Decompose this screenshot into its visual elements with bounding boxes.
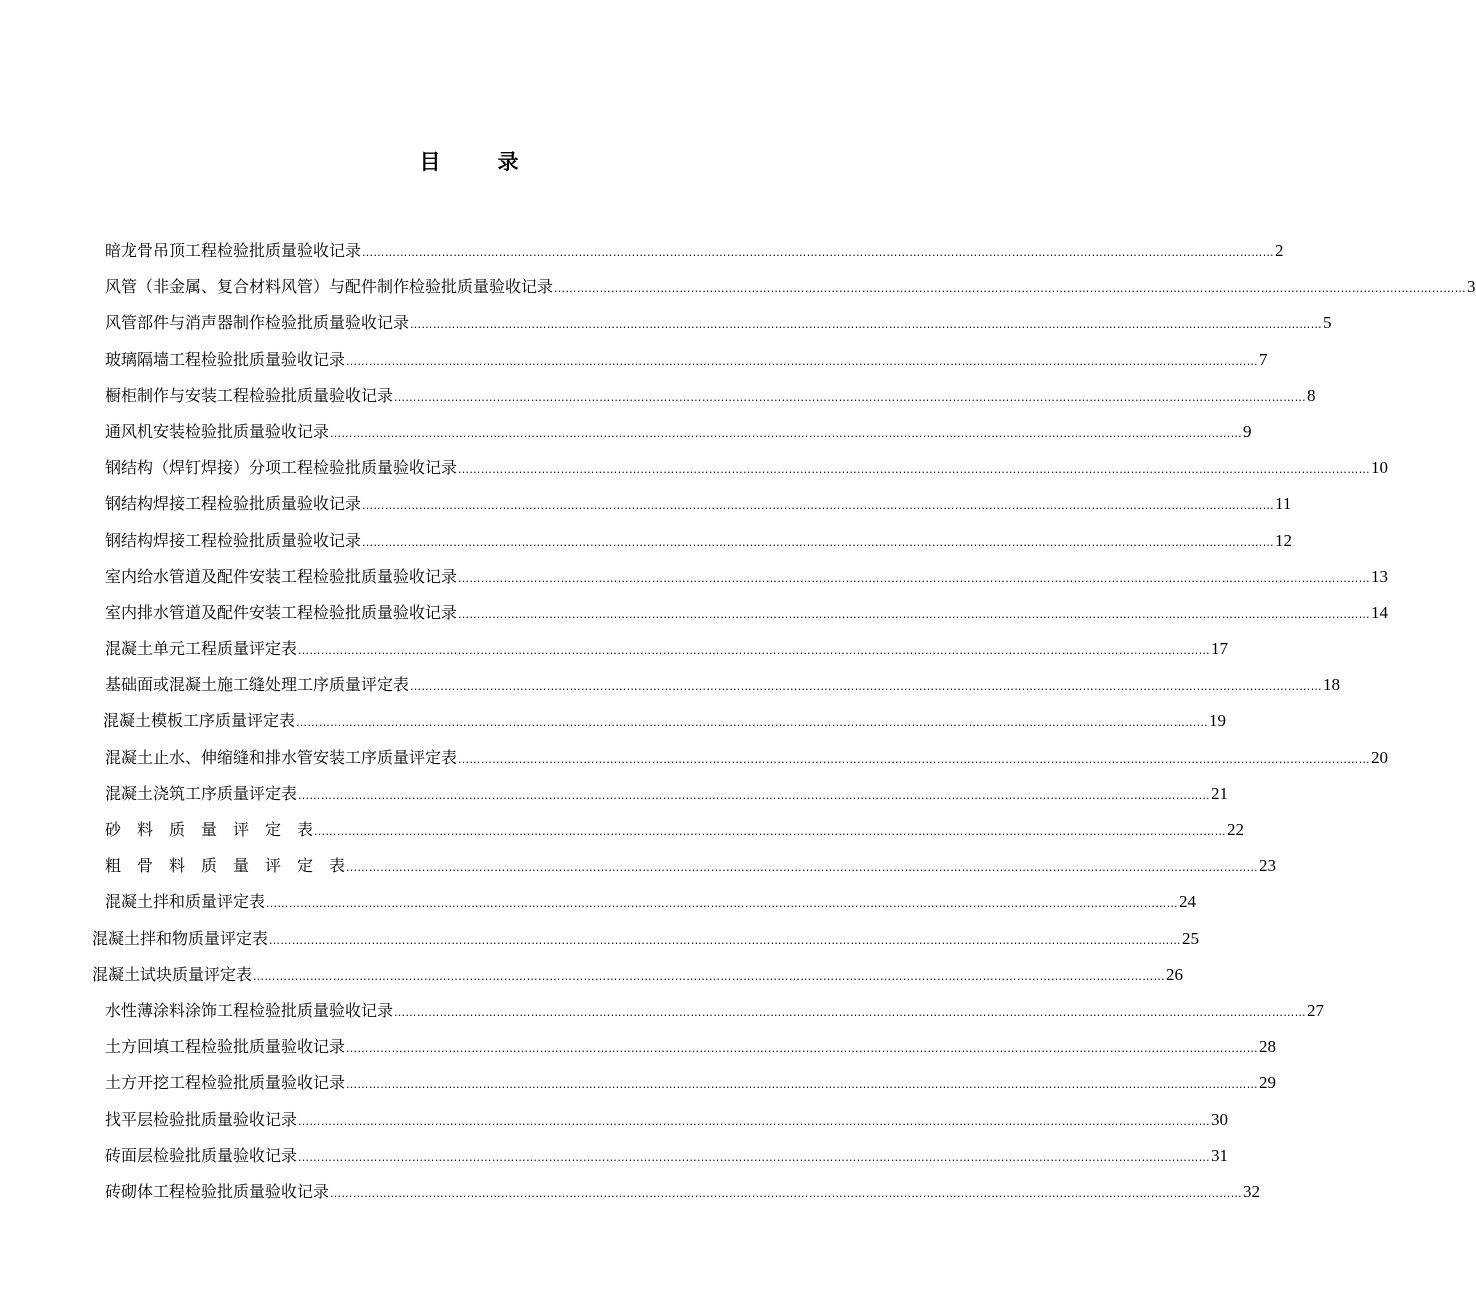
toc-entry-link[interactable]	[105, 342, 1268, 380]
toc-entry-link[interactable]	[103, 703, 1227, 741]
toc-entry	[0, 595, 1389, 631]
toc-dot-leader: ……………………………………………………………………………………………………………………………………………………………………………………………………………………	[253, 969, 1166, 983]
toc-page-number: 32	[1243, 1181, 1261, 1201]
toc-entry-title: 通风机安装检验批质量验收记录	[105, 421, 330, 441]
toc-dot-leader: ……………………………………………………………………………………………………………………………………………………………………………………………………………………	[296, 716, 1209, 730]
toc-page-number: 10	[1371, 458, 1389, 478]
toc-entry-title: 暗龙骨吊顶工程检验批质量验收记录	[105, 241, 362, 260]
toc-entry-link[interactable]	[105, 450, 1389, 488]
toc-dot-leader: ……………………………………………………………………………………………………………………………………………………………………………………………………………………	[346, 861, 1259, 875]
toc-entry	[0, 667, 1341, 703]
toc-page-number: 9	[1243, 421, 1252, 441]
toc-page-number: 22	[1227, 820, 1245, 839]
toc-page-number: 7	[1259, 349, 1268, 369]
toc-dot-leader: ……………………………………………………………………………………………………………………………………………………………………………………………………………………	[298, 644, 1211, 658]
toc-entry	[0, 740, 1389, 776]
toc-entry-link[interactable]	[105, 993, 1325, 1031]
toc-dot-leader: ……………………………………………………………………………………………………………………………………………………………………………………………………………………	[330, 1186, 1243, 1200]
toc-dot-leader: ……………………………………………………………………………………………………………………………………………………………………………………………………………………	[330, 426, 1243, 440]
toc-entry-title: 橱柜制作与安装工程检验批质量验收记录	[105, 385, 394, 405]
toc-entry	[0, 631, 1229, 667]
toc-entry-title: 基础面或混凝土施工缝处理工序质量评定表	[105, 675, 410, 695]
toc-entry-title: 混凝土单元工程质量评定表	[105, 639, 298, 659]
toc-entry-link[interactable]	[105, 667, 1341, 705]
toc-entry-link[interactable]	[105, 378, 1316, 416]
toc-page-number: 5	[1323, 313, 1332, 333]
toc-dot-leader: ……………………………………………………………………………………………………………………………………………………………………………………………………………………	[394, 1005, 1307, 1019]
toc-page-number: 14	[1371, 602, 1389, 622]
toc-entry	[0, 450, 1389, 486]
toc-page-number: 18	[1323, 675, 1341, 695]
toc-entry-link[interactable]	[105, 486, 1292, 524]
toc-entry-title: 玻璃隔墙工程检验批质量验收记录	[105, 349, 346, 369]
toc-dot-leader: ……………………………………………………………………………………………………………………………………………………………………………………………………………………	[458, 752, 1371, 766]
table-of-contents	[0, 233, 1476, 1210]
toc-page-number: 26	[1166, 964, 1184, 984]
toc-dot-leader: ……………………………………………………………………………………………………………………………………………………………………………………………………………………	[314, 825, 1227, 838]
toc-entry	[0, 559, 1389, 595]
toc-title: 目 录	[419, 149, 537, 174]
toc-entry	[0, 957, 1184, 993]
toc-dot-leader: ……………………………………………………………………………………………………………………………………………………………………………………………………………………	[298, 1150, 1211, 1164]
toc-entry-link[interactable]	[105, 1138, 1229, 1176]
toc-entry	[0, 993, 1325, 1029]
toc-entry-link[interactable]	[105, 848, 1277, 886]
toc-entry-title: 混凝土试块质量评定表	[92, 964, 253, 984]
toc-dot-leader: ……………………………………………………………………………………………………………………………………………………………………………………………………………………	[269, 933, 1182, 947]
toc-entry-link[interactable]	[105, 1029, 1277, 1067]
toc-entry	[0, 523, 1293, 559]
toc-entry-link[interactable]	[105, 884, 1197, 922]
toc-entry-link[interactable]	[105, 305, 1332, 343]
toc-entry	[0, 921, 1200, 957]
toc-dot-leader: ……………………………………………………………………………………………………………………………………………………………………………………………………………………	[458, 607, 1371, 621]
toc-dot-leader: ……………………………………………………………………………………………………………………………………………………………………………………………………………………	[410, 318, 1323, 332]
toc-entry	[0, 378, 1316, 414]
toc-dot-leader: ……………………………………………………………………………………………………………………………………………………………………………………………………………………	[554, 282, 1467, 296]
toc-entry-title: 钢结构（焊钉焊接）分项工程检验批质量验收记录	[105, 458, 458, 478]
toc-page-number: 28	[1259, 1037, 1277, 1057]
toc-entry-title: 风管部件与消声器制作检验批质量验收记录	[105, 313, 410, 333]
toc-entry-title: 风管（非金属、复合材料风管）与配件制作检验批质量验收记录	[105, 277, 554, 297]
toc-dot-leader: ……………………………………………………………………………………………………………………………………………………………………………………………………………………	[298, 788, 1211, 802]
toc-page-number: 13	[1371, 566, 1389, 586]
toc-entry	[0, 812, 1245, 848]
toc-entry	[0, 414, 1252, 450]
toc-dot-leader: ……………………………………………………………………………………………………………………………………………………………………………………………………………………	[346, 354, 1259, 368]
toc-entry-title: 砖砌体工程检验批质量验收记录	[105, 1181, 330, 1201]
toc-dot-leader: ……………………………………………………………………………………………………………………………………………………………………………………………………………………	[298, 1114, 1211, 1128]
toc-page-number: 20	[1371, 747, 1389, 767]
toc-entry-link[interactable]	[105, 1065, 1277, 1103]
toc-dot-leader: ……………………………………………………………………………………………………………………………………………………………………………………………………………………	[266, 897, 1179, 911]
toc-entry	[0, 1065, 1277, 1101]
toc-page-number: 3	[1467, 277, 1476, 297]
toc-entry-title: 土方开挖工程检验批质量验收记录	[105, 1073, 346, 1093]
toc-entry	[0, 486, 1292, 522]
toc-entry-title: 水性薄涂料涂饰工程检验批质量验收记录	[105, 1000, 394, 1020]
toc-dot-leader: ……………………………………………………………………………………………………………………………………………………………………………………………………………………	[458, 571, 1371, 585]
toc-page-number: 21	[1211, 783, 1229, 803]
toc-page-number: 30	[1211, 1109, 1229, 1129]
toc-entry	[0, 776, 1229, 812]
toc-page-number: 25	[1182, 928, 1200, 948]
toc-entry	[0, 1174, 1261, 1210]
toc-entry-link[interactable]	[105, 559, 1389, 597]
toc-page-number: 17	[1211, 639, 1229, 659]
toc-entry	[0, 1029, 1277, 1065]
toc-page-number: 29	[1259, 1073, 1277, 1093]
toc-entry-link[interactable]	[105, 523, 1293, 561]
toc-entry	[0, 233, 1284, 269]
toc-entry-link[interactable]	[105, 740, 1389, 778]
toc-page-number: 23	[1259, 856, 1277, 876]
toc-entry-title: 找平层检验批质量验收记录	[105, 1109, 298, 1129]
toc-entry-title: 室内给水管道及配件安装工程检验批质量验收记录	[105, 566, 458, 586]
toc-entry-title: 室内排水管道及配件安装工程检验批质量验收记录	[105, 602, 458, 622]
toc-entry-link[interactable]	[92, 921, 1200, 959]
toc-dot-leader: ……………………………………………………………………………………………………………………………………………………………………………………………………………………	[346, 1078, 1259, 1092]
toc-entry-title: 土方回填工程检验批质量验收记录	[105, 1037, 346, 1057]
toc-entry	[0, 848, 1277, 884]
toc-entry-title: 混凝土模板工序质量评定表	[103, 711, 296, 731]
toc-entry	[0, 269, 1476, 305]
toc-entry-title: 砖面层检验批质量验收记录	[105, 1145, 298, 1165]
toc-entry	[0, 1138, 1229, 1174]
toc-entry-link[interactable]	[105, 595, 1389, 633]
toc-entry	[0, 342, 1268, 378]
toc-entry-title: 粗 骨 料 质 量 评 定 表	[105, 856, 346, 876]
toc-entry-link[interactable]	[92, 957, 1184, 995]
toc-entry-title: 混凝土浇筑工序质量评定表	[105, 783, 298, 803]
toc-page-number: 27	[1307, 1000, 1325, 1020]
toc-entry-title: 钢结构焊接工程检验批质量验收记录	[105, 530, 362, 550]
toc-dot-leader: ……………………………………………………………………………………………………………………………………………………………………………………………………………………	[362, 499, 1275, 513]
toc-entry-title: 混凝土拌和质量评定表	[105, 892, 266, 912]
toc-entry-link[interactable]	[105, 1174, 1261, 1212]
toc-entry-link[interactable]	[105, 269, 1476, 307]
toc-entry-link[interactable]	[105, 233, 1284, 271]
toc-entry-link[interactable]	[105, 631, 1229, 669]
toc-entry-link[interactable]	[105, 812, 1245, 850]
toc-entry-title: 混凝土止水、伸缩缝和排水管安装工序质量评定表	[105, 747, 458, 767]
toc-entry	[0, 703, 1227, 739]
toc-dot-leader: ……………………………………………………………………………………………………………………………………………………………………………………………………………………	[346, 1042, 1259, 1056]
toc-dot-leader: ……………………………………………………………………………………………………………………………………………………………………………………………………………………	[458, 463, 1371, 477]
toc-page-number: 2	[1275, 241, 1284, 260]
toc-entry-link[interactable]	[105, 776, 1229, 814]
toc-dot-leader: ……………………………………………………………………………………………………………………………………………………………………………………………………………………	[362, 246, 1275, 259]
toc-page-number: 12	[1275, 530, 1293, 550]
toc-entry	[0, 884, 1197, 920]
toc-dot-leader: ……………………………………………………………………………………………………………………………………………………………………………………………………………………	[410, 680, 1323, 694]
toc-page-number: 19	[1209, 711, 1227, 731]
toc-entry-link[interactable]	[105, 1102, 1229, 1140]
toc-page-number: 11	[1275, 494, 1292, 514]
toc-entry	[0, 305, 1332, 341]
toc-entry-title: 钢结构焊接工程检验批质量验收记录	[105, 494, 362, 514]
toc-dot-leader: ……………………………………………………………………………………………………………………………………………………………………………………………………………………	[394, 390, 1307, 404]
toc-page-number: 31	[1211, 1145, 1229, 1165]
toc-entry-title: 混凝土拌和物质量评定表	[92, 928, 269, 948]
toc-entry-link[interactable]	[105, 414, 1252, 452]
toc-entry	[0, 1102, 1229, 1138]
toc-page-number: 8	[1307, 385, 1316, 405]
toc-page-number: 24	[1179, 892, 1197, 912]
toc-dot-leader: ……………………………………………………………………………………………………………………………………………………………………………………………………………………	[362, 535, 1275, 549]
toc-entry-title: 砂 料 质 量 评 定 表	[105, 820, 314, 839]
